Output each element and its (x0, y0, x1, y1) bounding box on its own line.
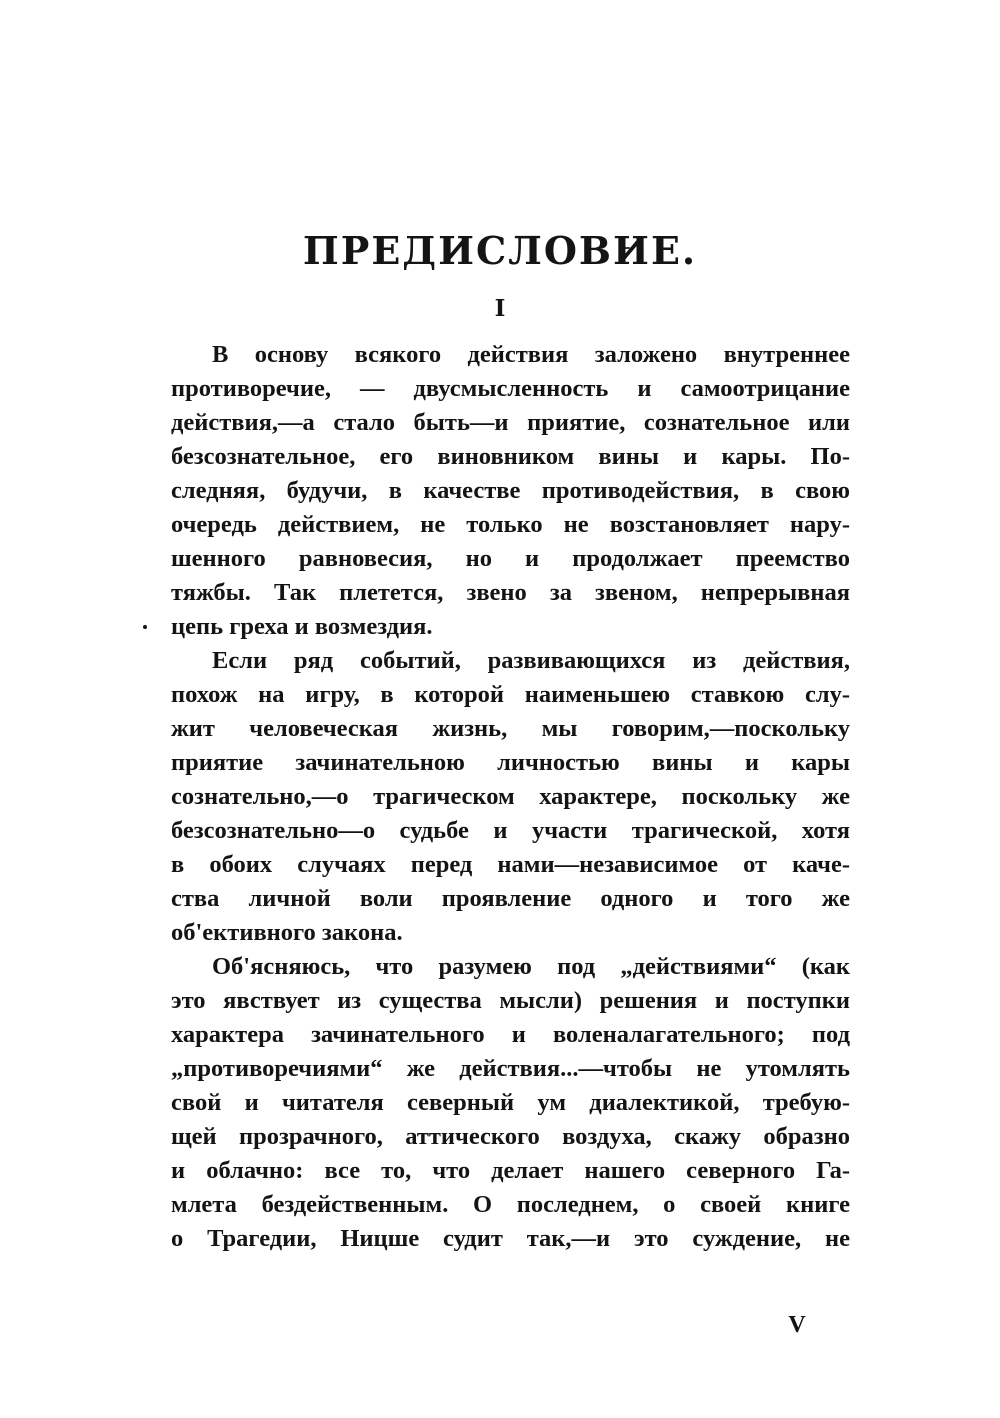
text-line: об'ективного закона. (171, 919, 403, 946)
text-line: ства личной воли проявление одного и того же (171, 885, 850, 912)
section-number: I (494, 295, 506, 322)
page-number: V (788, 1312, 806, 1338)
text-line: свой и читателя северный ум диалектикой, требую- (171, 1089, 850, 1116)
text-line: шенного равновесия, но и продолжает преемство (171, 545, 850, 572)
text-line: характера зачинательного и воленалагательного; под (171, 1021, 850, 1048)
text-line: щей прозрачного, аттического воздуха, скажу образно (171, 1123, 850, 1150)
text-line: безсознательно—о судьбе и участи трагической, хотя (171, 817, 850, 844)
text-line: противоречие, — двусмысленность и самоотрицание (171, 375, 850, 402)
text-line: в обоих случаях перед нами—независимое от каче- (171, 851, 850, 878)
text-line: это явствует из существа мысли) решения и поступки (171, 987, 850, 1014)
text-line: тяжбы. Так плетется, звено за звеном, непрерывная (171, 579, 850, 606)
text-line: Если ряд событий, развивающихся из действия, (212, 647, 850, 674)
text-line: действия,—а стало быть—и приятие, сознательное или (171, 409, 850, 436)
text-line: млета бездейственным. О последнем, о своей книге (171, 1191, 850, 1218)
text-line: о Трагедии, Ницше судит так,—и это суждение, не (171, 1225, 850, 1252)
text-line: цепь греха и возмездия. (171, 613, 433, 640)
text-line: похож на игру, в которой наименьшею ставкою слу- (171, 681, 850, 708)
text-line: безсознательное, его виновником вины и кары. По- (171, 443, 850, 470)
page-title: ПРЕДИСЛОВИЕ. (302, 228, 698, 273)
text-line: очередь действием, не только не возстановляет нару- (171, 511, 850, 538)
text-line: Об'ясняюсь, что разумею под „действиями“ (как (212, 953, 850, 980)
text-line: следняя, будучи, в качестве противодействия, в свою (171, 477, 850, 504)
body-text (171, 338, 850, 1256)
text-line: „противоречиями“ же действия...—чтобы не утомлять (171, 1055, 850, 1082)
text-line: приятие зачинательною личностью вины и кары (171, 749, 850, 776)
text-line: жит человеческая жизнь, мы говорим,—поскольку (171, 715, 850, 742)
margin-mark (143, 625, 147, 629)
text-line: В основу всякого действия заложено внутреннее (212, 341, 850, 368)
text-line: сознательно,—о трагическом характере, поскольку же (171, 783, 850, 810)
text-line: и облачно: все то, что делает нашего северного Га- (171, 1157, 850, 1184)
